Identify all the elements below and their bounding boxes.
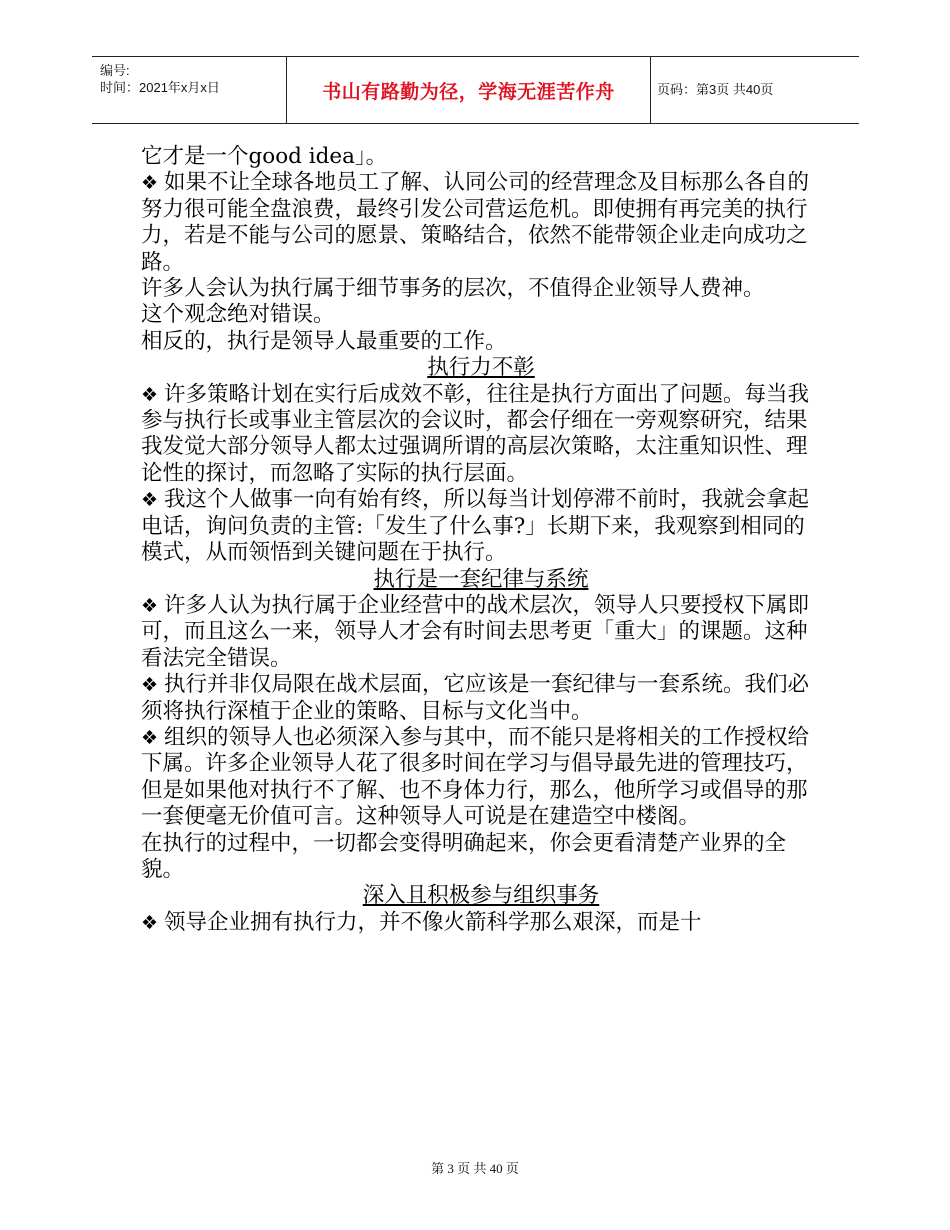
- header-info-cell: [92, 57, 286, 123]
- header-page-number: 页码：第3页 共40页: [657, 82, 774, 97]
- page-header: [92, 56, 859, 124]
- section-heading: 执行力不彰: [427, 355, 535, 381]
- body-paragraph: 这个观念绝对错误。: [141, 302, 335, 328]
- body-paragraph: 它才是一个good idea」。: [141, 144, 388, 169]
- bullet-paragraph: ❖ 执行并非仅局限在战术层面，它应该是一套纪律与一套系统。我们必须将执行深植于企业的策略、目标与文化当中。: [141, 672, 821, 725]
- document-time-label: 时间：2021年x月x日: [100, 80, 220, 95]
- document-number-label: 编号:: [100, 63, 130, 78]
- bullet-paragraph: ❖ 领导企业拥有执行力，并不像火箭科学那么艰深，而是十: [141, 910, 821, 936]
- body-paragraph: 在执行的过程中，一切都会变得明确起来，你会更看清楚产业界的全貌。: [141, 830, 787, 882]
- bullet-paragraph: ❖ 许多人认为执行属于企业经营中的战术层次，领导人只要授权下属即可，而且这么一来，领导人才会有时间去思考更「重大」的课题。这种看法完全错误。: [141, 593, 821, 672]
- bullet-paragraph: ❖ 如果不让全球各地员工了解、认同公司的经营理念及目标那么各自的努力很可能全盘浪费，最终引发公司营运危机。即使拥有再完美的执行力，若是不能与公司的愿景、策略结合，依然不能带领企业走向成功之路。: [141, 170, 821, 276]
- body-paragraph: 许多人会认为执行属于细节事务的层次，不值得企业领导人费神。: [141, 276, 765, 302]
- motto-text: 书山有路勤为径，学海无涯苦作舟: [322, 81, 615, 103]
- header-motto-cell: [286, 57, 651, 123]
- body-paragraph: 相反的，执行是领导人最重要的工作。: [141, 328, 507, 354]
- header-page-cell: [649, 57, 859, 123]
- page-footer: 第 3 页 共 40 页: [431, 1161, 519, 1176]
- bullet-paragraph: ❖ 组织的领导人也必须深入参与其中，而不能只是将相关的工作授权给下属。许多企业领导人花了很多时间在学习与倡导最先进的管理技巧，但是如果他对执行不了解、也不身体力行，那么，他所学习或倡导的那一套便毫无价值可言。这种领导人可说是在建造空中楼阁。: [141, 725, 821, 831]
- bullet-paragraph: ❖ 我这个人做事一向有始有终，所以每当计划停滞不前时，我就会拿起电话，询问负责的主管:「发生了什么事?」长期下来，我观察到相同的模式，从而领悟到关键问题在于执行。: [141, 487, 821, 566]
- section-heading: 深入且积极参与组织事务: [362, 883, 600, 909]
- section-heading: 执行是一套纪律与系统: [373, 566, 589, 592]
- bullet-paragraph: ❖ 许多策略计划在实行后成效不彰，往往是执行方面出了问题。每当我参与执行长或事业主管层次的会议时，都会仔细在一旁观察研究，结果我发觉大部分领导人都太过强调所谓的高层次策略，太注重知识性、理论性的探讨，而忽略了实际的执行层面。: [141, 382, 821, 488]
- document-body: [141, 144, 821, 936]
